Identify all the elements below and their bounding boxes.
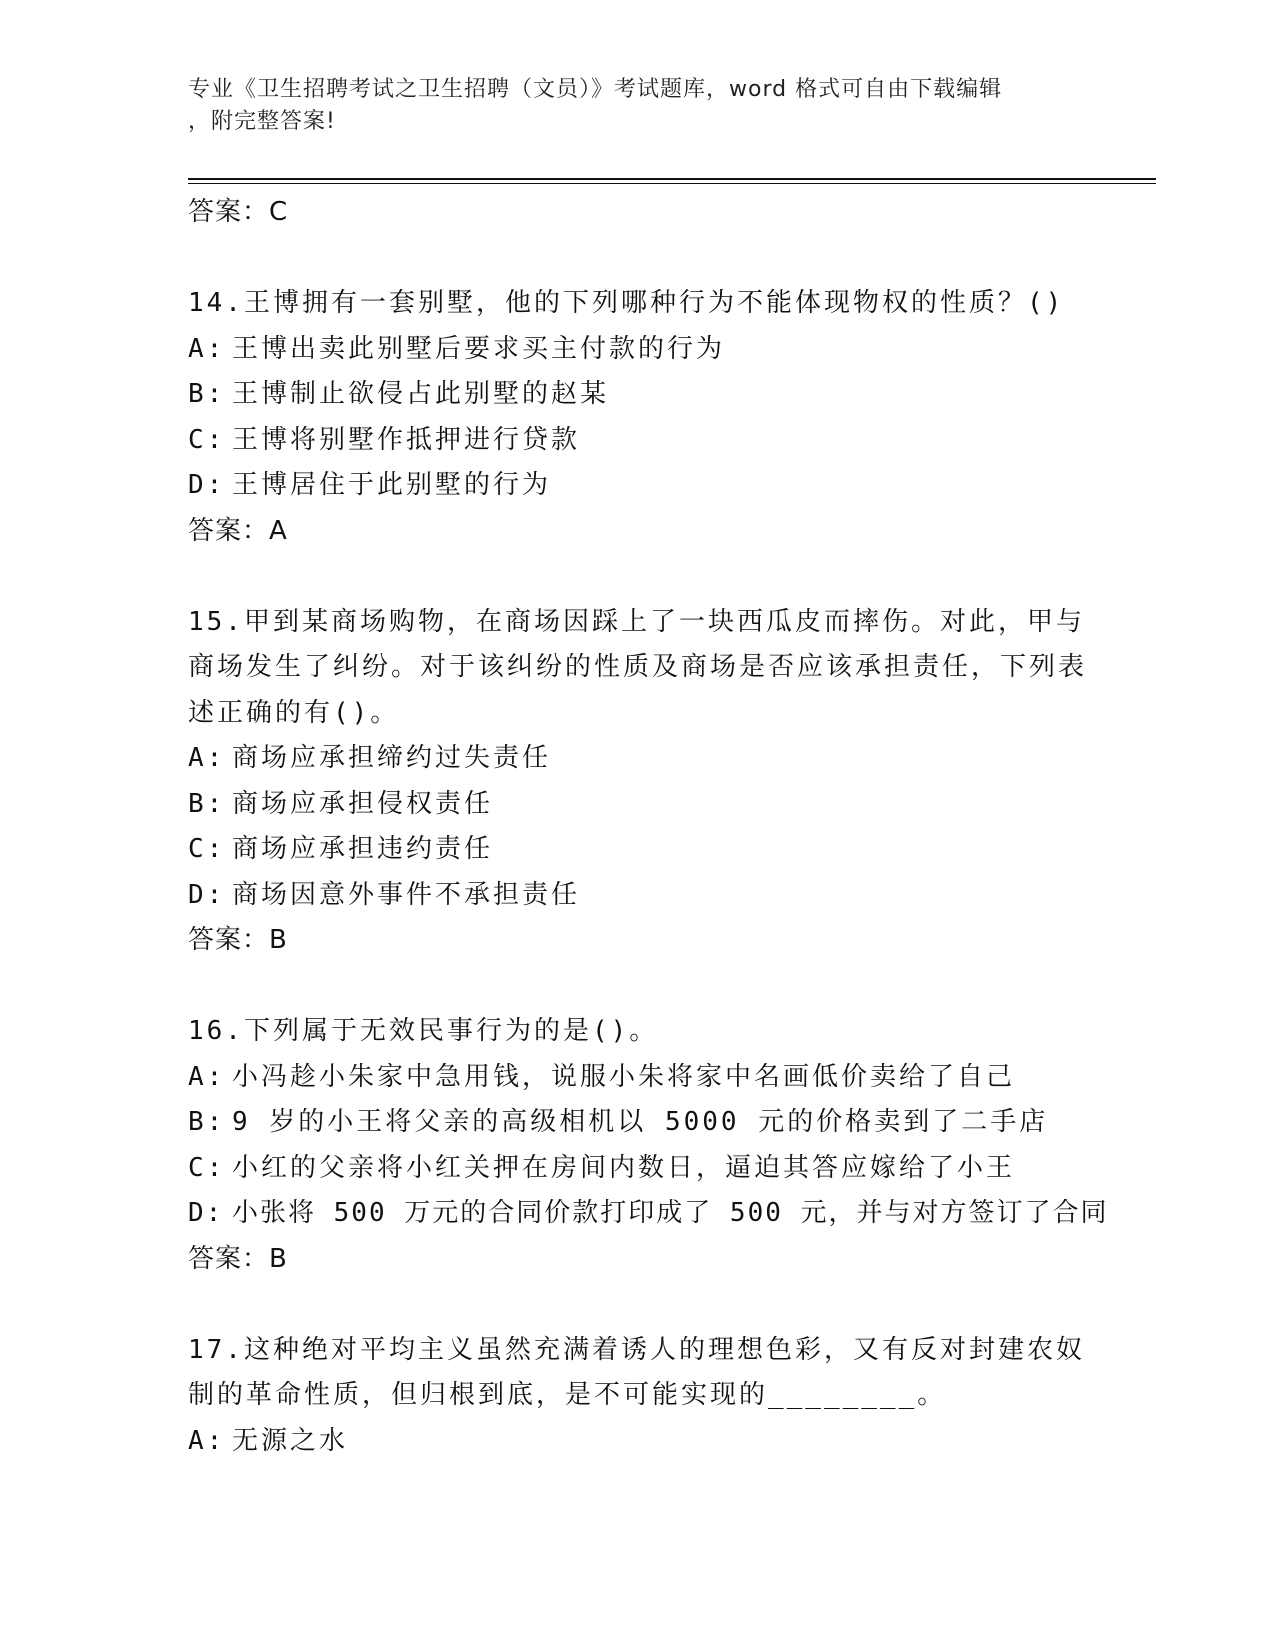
option-letter: D:: [188, 879, 226, 910]
answer-line: [188, 509, 1088, 554]
option-item: [188, 418, 1088, 464]
question-block: [188, 600, 1088, 964]
answer-value: A: [269, 515, 288, 546]
question-stem: 17.这种绝对平均主义虽然充满着诱人的理想色彩，又有反对封建农奴制的革命性质，但归根到底，是不可能实现的________。: [188, 1334, 1085, 1410]
header-line-1: 专业《卫生招聘考试之卫生招聘（文员）》考试题库，word 格式可自由下载编辑: [188, 77, 1003, 102]
option-text: 无源之水: [232, 1425, 349, 1456]
option-letter: B:: [188, 1107, 226, 1137]
question-stem: 16.下列属于无效民事行为的是()。: [188, 1016, 659, 1046]
answer-label: 答案：: [188, 1243, 270, 1274]
option-item: [188, 1100, 1088, 1146]
option-text: 王博制止欲侵占此别墅的赵某: [232, 379, 610, 409]
option-text: 王博将别墅作抵押进行贷款: [232, 424, 581, 455]
question-block: [188, 1009, 1109, 1282]
option-item: [188, 827, 1088, 873]
option-item: [188, 736, 1088, 782]
option-item: [188, 1419, 1088, 1465]
option-item: [188, 1146, 1088, 1192]
option-text: 商场应承担违约责任: [232, 834, 494, 864]
question-block: [188, 281, 1088, 554]
document-header: [188, 74, 1068, 138]
option-letter: A:: [188, 1061, 226, 1092]
answer-line: [188, 190, 1088, 235]
option-letter: D:: [188, 470, 226, 500]
answer-value: B: [269, 925, 288, 955]
answer-value: C: [269, 197, 289, 227]
option-letter: A:: [188, 1425, 226, 1456]
answer-label: 答案：: [188, 197, 270, 227]
option-text: 商场因意外事件不承担责任: [232, 879, 581, 910]
option-letter: C:: [188, 1152, 226, 1183]
option-item: [188, 873, 1088, 919]
option-letter: C:: [188, 834, 226, 864]
option-item: [188, 782, 1088, 828]
option-item: [188, 327, 1088, 373]
option-item: [188, 1055, 1088, 1101]
option-item: [188, 372, 1088, 418]
option-letter: B:: [188, 788, 226, 819]
option-letter: B:: [188, 379, 226, 409]
option-text: 9 岁的小王将父亲的高级相机以 5000 元的价格卖到了二手店: [232, 1107, 1049, 1137]
answer-label: 答案：: [188, 515, 270, 546]
question-stem: 15.甲到某商场购物，在商场因踩上了一块西瓜皮而摔伤。对此，甲与商场发生了纠纷。对于该纠纷的性质及商场是否应该承担责任，下列表述正确的有()。: [188, 606, 1088, 728]
option-text: 小张将 500 万元的合同价款打印成了 500 元，并与对方签订了合同: [232, 1198, 1109, 1228]
header-divider-thin: [188, 183, 1156, 184]
answer-line: [188, 1237, 1088, 1282]
option-text: 商场应承担侵权责任: [232, 788, 494, 819]
question-stem: 14.王博拥有一套别墅，他的下列哪种行为不能体现物权的性质？(): [188, 288, 1065, 318]
answer-line: [188, 918, 1088, 963]
header-divider-thick: [188, 178, 1156, 180]
question-block: [188, 1328, 1088, 1465]
option-item: [188, 1191, 1109, 1237]
option-letter: C:: [188, 424, 226, 455]
option-text: 商场应承担缔约过失责任: [232, 743, 552, 773]
answer-label: 答案：: [188, 925, 270, 955]
option-text: 小红的父亲将小红关押在房间内数日，逼迫其答应嫁给了小王: [232, 1152, 1016, 1183]
option-text: 王博出卖此别墅后要求买主付款的行为: [232, 333, 726, 364]
option-letter: A:: [188, 743, 226, 773]
option-letter: D:: [188, 1198, 224, 1228]
answer-value: B: [269, 1243, 288, 1274]
header-line-2: ，附完整答案!: [188, 109, 336, 134]
question-list: [188, 190, 1109, 1464]
option-text: 王博居住于此别墅的行为: [232, 470, 552, 500]
option-text: 小冯趁小朱家中急用钱，说服小朱将家中名画低价卖给了自己: [232, 1061, 1016, 1092]
option-letter: A:: [188, 333, 226, 364]
option-item: [188, 463, 1088, 509]
